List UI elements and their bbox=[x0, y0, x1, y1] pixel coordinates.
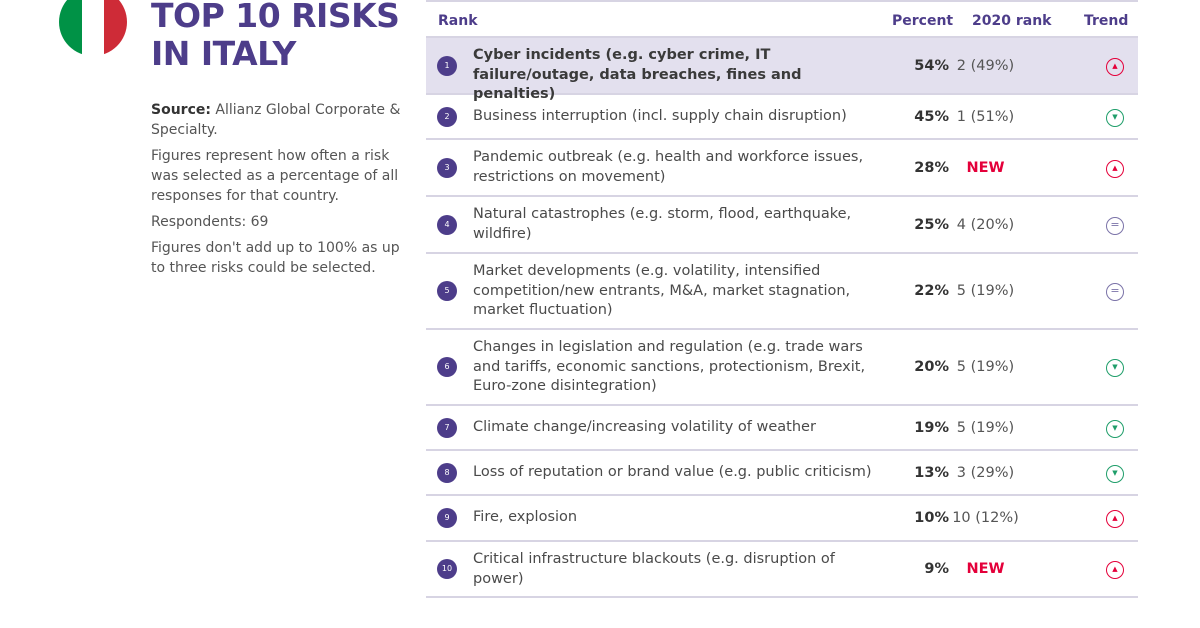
trend-down-icon: ▼ bbox=[1106, 359, 1124, 377]
respondents-note: Respondents: 69 bbox=[151, 214, 269, 230]
table-row bbox=[426, 197, 1138, 254]
table-row bbox=[426, 451, 1138, 496]
risk-description: Fire, explosion bbox=[473, 509, 578, 525]
rank-badge: 9 bbox=[437, 508, 457, 528]
trend-up-icon: ▲ bbox=[1106, 561, 1124, 579]
table-row bbox=[426, 38, 1138, 102]
risk-description: Cyber incidents (e.g. cyber crime, IT failure/outage, data breaches, fines and penalties) bbox=[473, 47, 802, 102]
table-row bbox=[426, 254, 1138, 330]
rank-2020-value: 4 (20%) bbox=[956, 217, 1015, 233]
disclaimer-note: Figures don't add up to 100% as up to three risks could be selected. bbox=[151, 240, 400, 276]
percent-value: 28% bbox=[914, 160, 949, 176]
rank-2020-value: 5 (19%) bbox=[956, 283, 1015, 299]
risk-description: Climate change/increasing volatility of weather bbox=[473, 419, 816, 435]
risk-description: Changes in legislation and regulation (e.g. trade wars and tariffs, economic sanctions, protectionism, Brexit, Euro-zone disintegration) bbox=[473, 339, 866, 394]
header-2020-rank: 2020 rank bbox=[972, 13, 1052, 29]
percent-value: 9% bbox=[924, 561, 949, 577]
rank-badge: 8 bbox=[437, 463, 457, 483]
table-row bbox=[426, 95, 1138, 140]
rank-badge: 3 bbox=[437, 158, 457, 178]
percent-value: 13% bbox=[914, 465, 949, 481]
rank-badge: 6 bbox=[437, 357, 457, 377]
risk-description: Loss of reputation or brand value (e.g. public criticism) bbox=[473, 464, 872, 480]
risk-description: Critical infrastructure blackouts (e.g. disruption of power) bbox=[473, 551, 835, 587]
italy-flag-icon bbox=[59, 0, 127, 56]
source-note bbox=[151, 100, 403, 140]
rank-2020-value: 5 (19%) bbox=[956, 420, 1015, 436]
trend-equal-icon: = bbox=[1106, 283, 1124, 301]
percent-value: 10% bbox=[914, 510, 949, 526]
trend-down-icon: ▼ bbox=[1106, 420, 1124, 438]
source-label: Source: bbox=[151, 102, 211, 118]
trend-equal-icon: = bbox=[1106, 217, 1124, 235]
title-line-1: TOP 10 RISKS bbox=[151, 0, 400, 35]
rank-badge: 4 bbox=[437, 215, 457, 235]
percent-value: 45% bbox=[914, 109, 949, 125]
header-percent: Percent bbox=[892, 13, 954, 29]
rank-badge: 10 bbox=[437, 559, 457, 579]
table-row bbox=[426, 496, 1138, 542]
source-text: Allianz Global Corporate & Specialty. bbox=[151, 102, 401, 138]
table-row bbox=[426, 406, 1138, 451]
rank-2020-value: NEW bbox=[966, 561, 1005, 577]
figures-note: Figures represent how often a risk was selected as a percentage of all responses for that country. bbox=[151, 148, 399, 204]
risk-description: Market developments (e.g. volatility, intensified competition/new entrants, M&A, market stagnation, market fluctuation) bbox=[473, 263, 851, 318]
percent-value: 22% bbox=[914, 283, 949, 299]
percent-value: 25% bbox=[914, 217, 949, 233]
title-line-2: IN ITALY bbox=[151, 34, 296, 73]
percent-value: 54% bbox=[914, 58, 949, 74]
page-title bbox=[151, 0, 399, 73]
header-rank: Rank bbox=[438, 13, 478, 29]
risk-description: Natural catastrophes (e.g. storm, flood, earthquake, wildfire) bbox=[473, 206, 852, 242]
table-body bbox=[426, 38, 1138, 598]
risk-table bbox=[426, 0, 1138, 598]
table-row bbox=[426, 140, 1138, 197]
trend-up-icon: ▲ bbox=[1106, 58, 1124, 76]
percent-value: 19% bbox=[914, 420, 949, 436]
table-row bbox=[426, 542, 1138, 598]
rank-badge: 5 bbox=[437, 281, 457, 301]
rank-badge: 1 bbox=[437, 56, 457, 76]
rank-2020-value: 5 (19%) bbox=[956, 359, 1015, 375]
rank-2020-value: 3 (29%) bbox=[956, 465, 1015, 481]
rank-2020-value: 1 (51%) bbox=[956, 109, 1015, 125]
table-row bbox=[426, 330, 1138, 406]
rank-2020-value: 2 (49%) bbox=[956, 58, 1015, 74]
rank-2020-value: 10 (12%) bbox=[952, 510, 1019, 526]
rank-badge: 2 bbox=[437, 107, 457, 127]
table-header bbox=[426, 0, 1138, 38]
risk-description: Pandemic outbreak (e.g. health and workforce issues, restrictions on movement) bbox=[473, 149, 864, 185]
rank-badge: 7 bbox=[437, 418, 457, 438]
header-trend: Trend bbox=[1084, 13, 1129, 29]
trend-down-icon: ▼ bbox=[1106, 465, 1124, 483]
rank-2020-value: NEW bbox=[966, 160, 1005, 176]
notes-panel bbox=[151, 100, 403, 284]
percent-value: 20% bbox=[914, 359, 949, 375]
trend-up-icon: ▲ bbox=[1106, 510, 1124, 528]
trend-up-icon: ▲ bbox=[1106, 160, 1124, 178]
risk-description: Business interruption (incl. supply chain disruption) bbox=[473, 108, 847, 124]
trend-down-icon: ▼ bbox=[1106, 109, 1124, 127]
